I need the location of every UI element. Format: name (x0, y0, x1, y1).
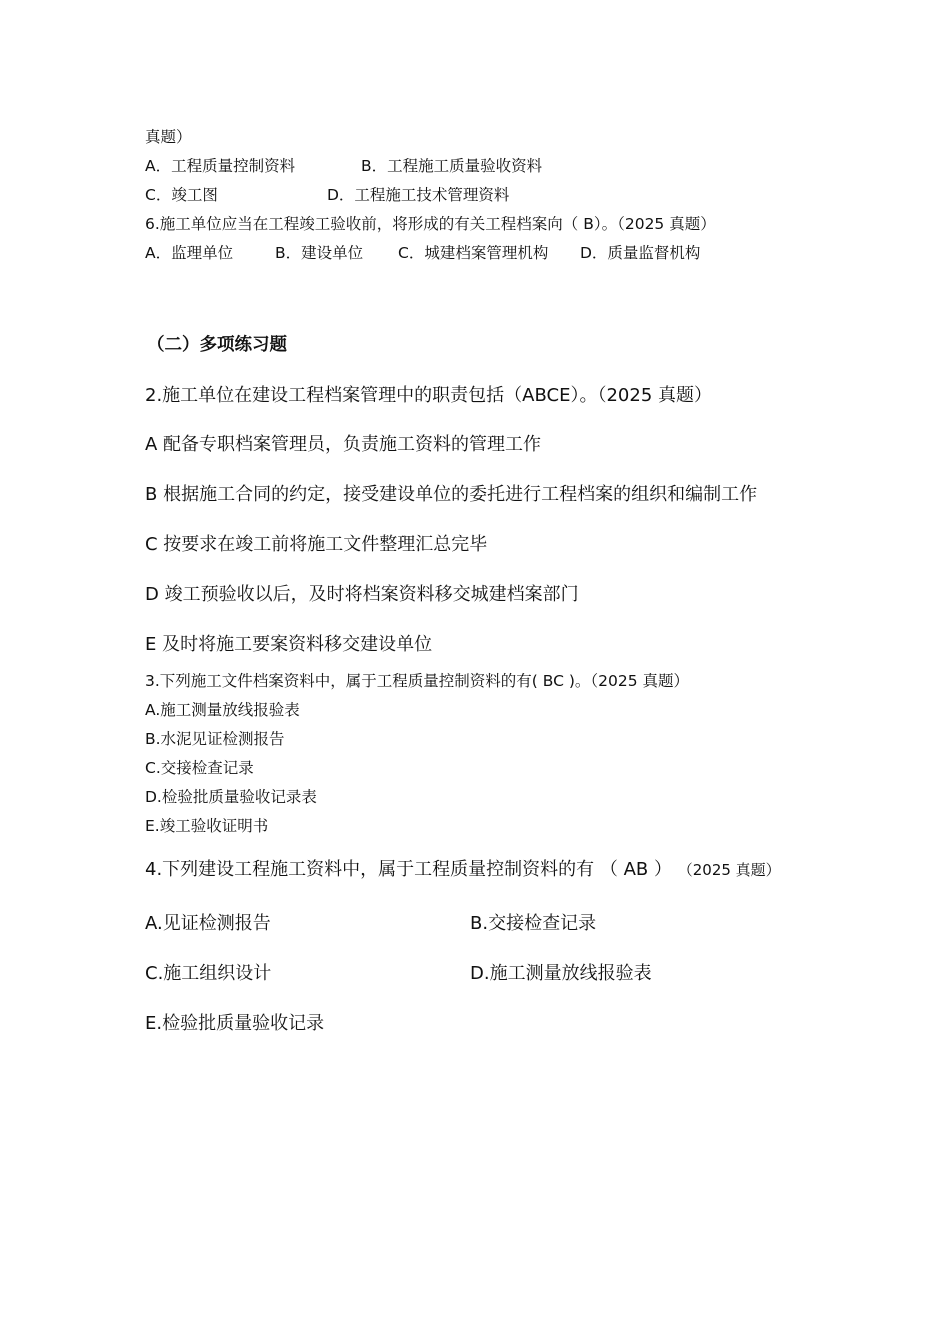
q5-stem-tail: 真题） (145, 128, 192, 146)
q6-option-c: C．城建档案管理机构 (398, 244, 549, 262)
q6-option-d: D．质量监督机构 (580, 244, 701, 262)
mq2-stem: 2.施工单位在建设工程档案管理中的职责包括（ABCE）。（2025 真题） (145, 385, 712, 406)
mq3-option-b: B.水泥见证检测报告 (145, 730, 285, 748)
mq3-stem: 3.下列施工文件档案资料中，属于工程质量控制资料的有( BC )。（2025 真题） (145, 672, 690, 690)
q6-option-b: B．建设单位 (275, 244, 364, 262)
q5-option-a: A．工程质量控制资料 (145, 157, 296, 175)
mq3-option-a: A.施工测量放线报验表 (145, 701, 300, 719)
mq2-option-e: E 及时将施工要案资料移交建设单位 (145, 634, 433, 655)
q5-option-b: B．工程施工质量验收资料 (361, 157, 543, 175)
mq4-option-b: B.交接检查记录 (470, 913, 597, 934)
q5-option-c: C．竣工图 (145, 186, 218, 204)
mq4-option-c: C.施工组织设计 (145, 963, 272, 984)
mq4-option-e: E.检验批质量验收记录 (145, 1013, 325, 1034)
mq2-option-b: B 根据施工合同的约定，接受建设单位的委托进行工程档案的组织和编制工作 (145, 484, 758, 505)
mq4-stem-line (145, 861, 781, 879)
section-title: （二）多项练习题 (147, 335, 287, 355)
mq3-option-c: C.交接检查记录 (145, 759, 254, 777)
q6-option-a: A．监理单位 (145, 244, 234, 262)
mq3-option-e: E.竣工验收证明书 (145, 817, 269, 835)
mq4-stem: 4.下列建设工程施工资料中，属于工程质量控制资料的有 （ AB ） (145, 859, 672, 880)
q5-option-d: D．工程施工技术管理资料 (327, 186, 510, 204)
mq4-option-a: A.见证检测报告 (145, 913, 271, 934)
mq3-option-d: D.检验批质量验收记录表 (145, 788, 317, 806)
mq2-option-c: C 按要求在竣工前将施工文件整理汇总完毕 (145, 534, 488, 555)
q6-stem: 6.施工单位应当在工程竣工验收前，将形成的有关工程档案向（ B）。（2025 真题） (145, 215, 716, 233)
mq4-option-d: D.施工测量放线报验表 (470, 963, 652, 984)
mq4-stem-tail: （2025 真题） (677, 861, 781, 879)
mq2-option-a: A 配备专职档案管理员，负责施工资料的管理工作 (145, 434, 542, 455)
mq2-option-d: D 竣工预验收以后，及时将档案资料移交城建档案部门 (145, 584, 579, 605)
